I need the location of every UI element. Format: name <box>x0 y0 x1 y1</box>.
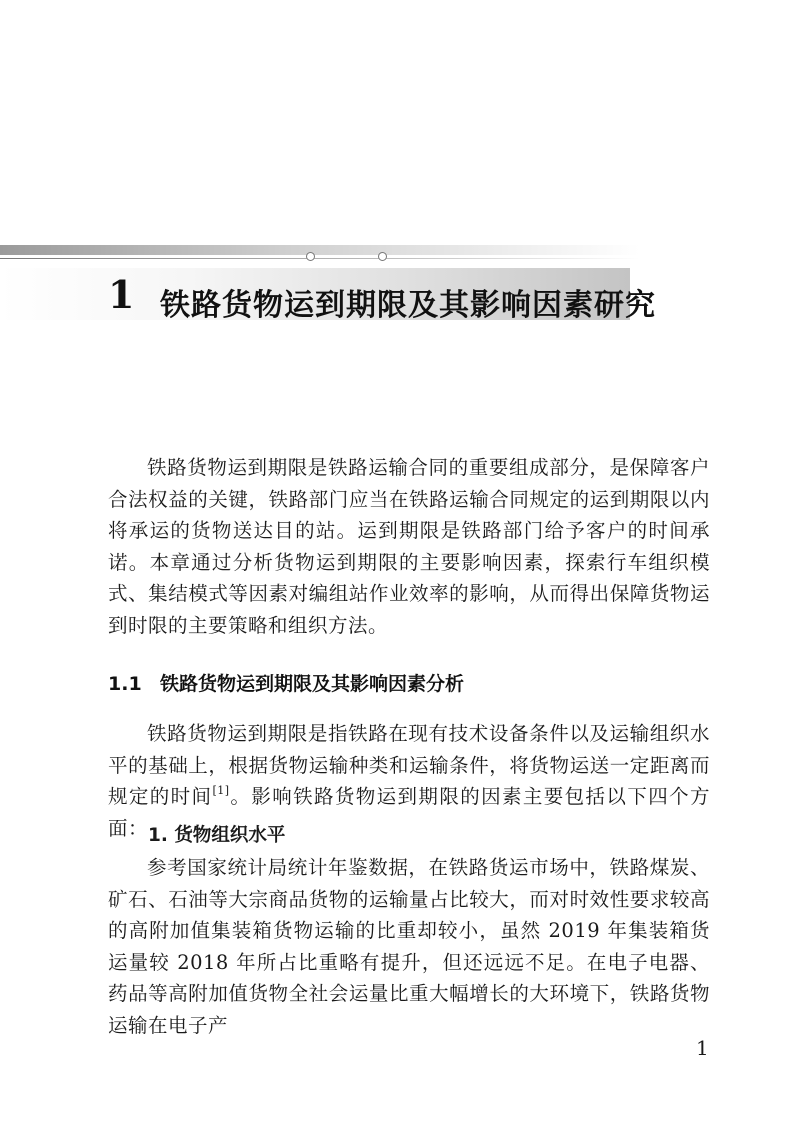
section-paragraph-text-continued: 。影响铁路货物运到期限的因素主要包括以下四个方面： <box>108 785 710 840</box>
intro-paragraph: 铁路货物运到期限是铁路运输合同的重要组成部分，是保障客户合法权益的关键，铁路部门应当在铁路运输合同规定的运到期限以内将承运的货物送达目的站。运到期限是铁路部门给予客户的时间承诺。本章通过分析货物运到期限的主要影响因素，探索行车组织模式、集结模式等因素对编组站作业效率的影响，从而得出保障货物运到时限的主要策略和组织方法。 <box>108 456 710 637</box>
chapter-decorative-rule <box>0 236 640 266</box>
chapter-title: 铁路货物运到期限及其影响因素研究 <box>160 288 656 323</box>
section-heading <box>108 669 464 696</box>
rule-thin-line <box>0 258 640 259</box>
rule-gradient-bar <box>0 245 640 255</box>
rule-circle-icon <box>306 252 315 261</box>
section-paragraph-text: 铁路货物运到期限是指铁路在现有技术设备条件以及运输组织水平的基础上，根据货物运输种类和运输条件，将货物运送一定距离而规定的时间 <box>108 722 710 808</box>
chapter-number: 1 <box>108 272 135 317</box>
page-number: 1 <box>696 1036 709 1060</box>
subsection-paragraph: 参考国家统计局统计年鉴数据，在铁路货运市场中，铁路煤炭、矿石、石油等大宗商品货物的运输量占比较大，而对时效性要求较高的高附加值集装箱货物运输的比重却较小，虽然 2019 年集装箱货运量较 2018 年所占比重略有提升，但还远远不足。在电子电器、药品等高附加值货物全社会运量比重大幅增长的大环境下，铁路货物运输在电子产 <box>108 856 710 1037</box>
section-title: 铁路货物运到期限及其影响因素分析 <box>160 673 465 695</box>
rule-circle-icon <box>378 252 387 261</box>
subsection-heading: 1. 货物组织水平 <box>148 825 286 846</box>
citation-reference: [1] <box>212 784 230 797</box>
section-number: 1.1 <box>108 673 142 695</box>
